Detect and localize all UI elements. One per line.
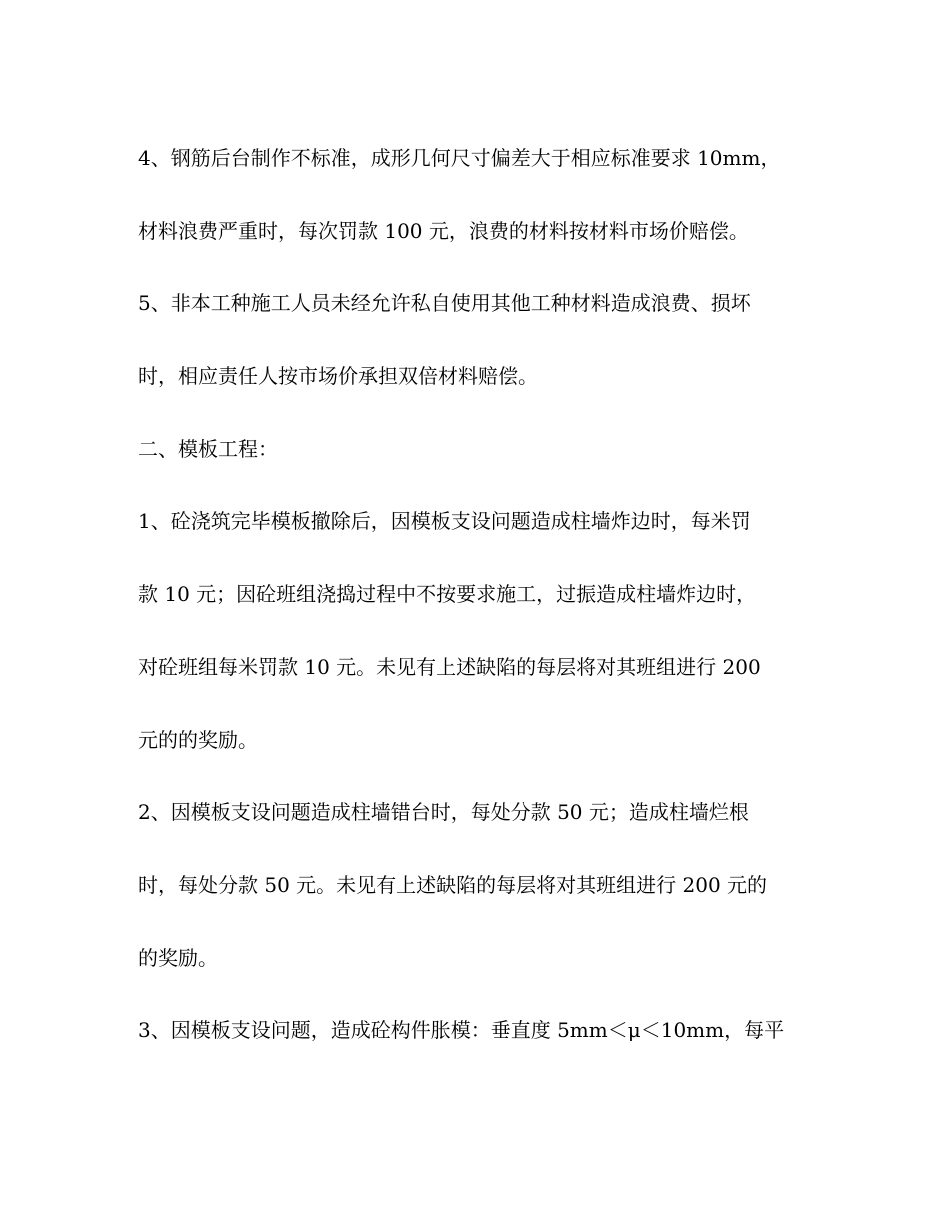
text-line: 元的的奖励。	[138, 727, 258, 752]
text-line: 2、因模板支设问题造成柱墙错台时，每处分款 50 元；造成柱墙烂根	[138, 800, 749, 825]
text-line: 的奖励。	[138, 945, 218, 970]
text-line: 时，相应责任人按市场价承担双倍材料赔偿。	[138, 364, 538, 389]
text-line: 5、非本工种施工人员未经允许私自使用其他工种材料造成浪费、损坏	[138, 291, 751, 316]
text-line: 材料浪费严重时，每次罚款 100 元，浪费的材料按材料市场价赔偿。	[138, 218, 749, 243]
section-heading: 二、模板工程：	[138, 436, 278, 461]
text-line: 时，每处分款 50 元。未见有上述缺陷的每层将对其班组进行 200 元的	[138, 872, 768, 897]
text-line: 款 10 元；因砼班组浇捣过程中不按要求施工，过振造成柱墙炸边时，	[138, 582, 757, 607]
text-line: 1、砼浇筑完毕模板撤除后，因模板支设问题造成柱墙炸边时，每米罚	[138, 509, 751, 534]
text-line: 对砼班组每米罚款 10 元。未见有上述缺陷的每层将对其班组进行 200	[138, 654, 761, 679]
text-line: 4、钢筋后台制作不标准，成形几何尺寸偏差大于相应标准要求 10mm，	[138, 146, 781, 170]
document-body	[138, 140, 810, 1085]
text-line: 3、因模板支设问题，造成砼构件胀模：垂直度 5mm＜μ＜10mm，每平	[138, 1018, 785, 1043]
